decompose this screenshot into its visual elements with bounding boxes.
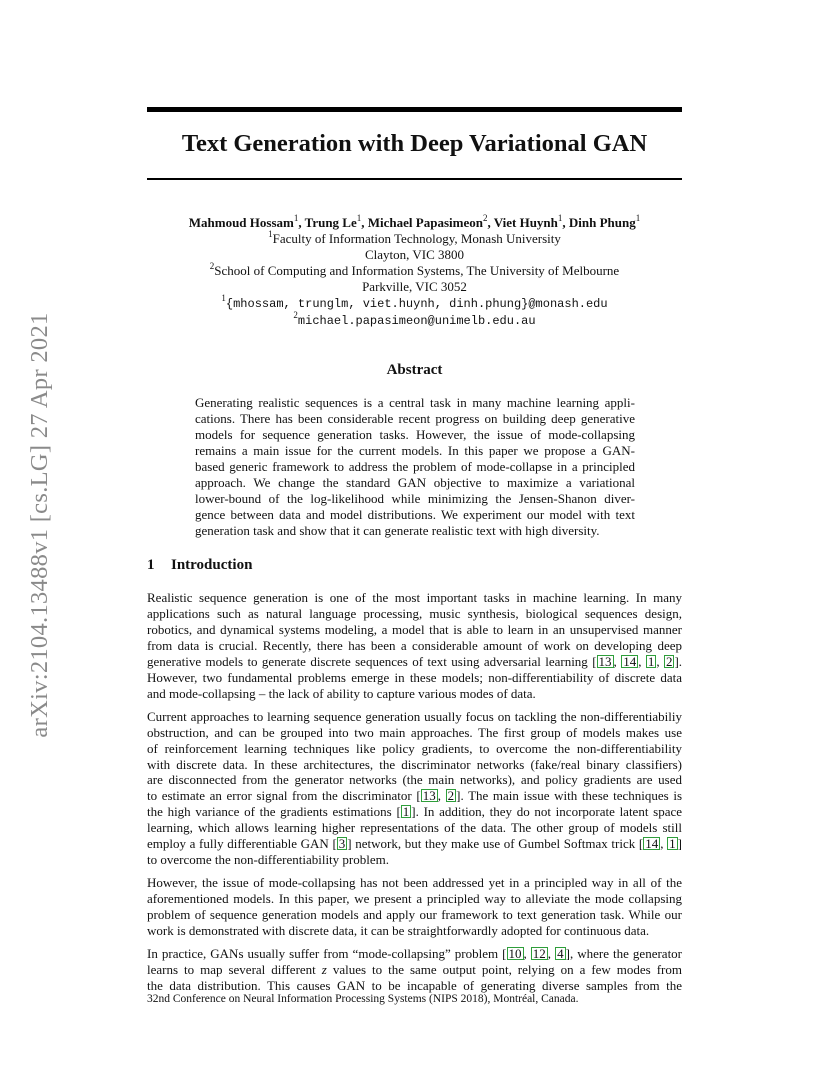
text-line: However, two fundamental problems emerge in these models; non-differentiability of discrete data [147, 669, 682, 685]
author-affiliation-mark: 2 [482, 212, 488, 223]
abstract-line: lower-bound of the log-likelihood while minimizing the Jensen-Shanon diver- [195, 490, 635, 506]
abstract-line: approach. We change the standard GAN objective to maximize a variational [195, 474, 635, 490]
affiliation-2 [147, 260, 682, 279]
text-line: with discrete data. In these architectures, the discriminator networks (fake/real binary classifiers) [147, 756, 682, 772]
abstract-line: cations. There has been considerable recent progress on building deep generative [195, 410, 635, 426]
text-line: In practice, GANs usually suffer from “mode-collapsing” problem [ 10 , 12 , 4 ], where the generator [147, 946, 683, 962]
citation-link[interactable]: 2 [447, 788, 455, 804]
email-2: michael.papasimeon@unimelb.edu.au [297, 314, 536, 328]
abstract-line: based generic framework to address the problem of mode-collapse in a principled [195, 458, 635, 474]
text-segment: to estimate an error signal from the discriminator [147, 788, 412, 804]
author-name: Mahmoud Hossam [188, 215, 294, 230]
text-line: Realistic sequence generation is one of the most important tasks in machine learning. In many [147, 590, 682, 605]
arxiv-identifier-stamp: arXiv:2104.13488v1 [cs.LG] 27 Apr 2021 [26, 312, 53, 738]
citation-link[interactable]: 1 [669, 836, 676, 852]
text-line: to estimate an error signal from the discriminator [ 13 , 2 ]. The main issue with these techniques is [147, 788, 683, 804]
text-line: generative models to generate discrete sequences of text using adversarial learning [ 13 , 14 , 1 , 2 ]. [147, 653, 683, 669]
section-heading-introduction [147, 556, 252, 574]
citation-link[interactable]: 13 [598, 653, 612, 669]
paragraph [147, 590, 682, 702]
paragraph [147, 709, 682, 869]
affiliation-2-name: School of Computing and Information Systems, The University of Melbourne [214, 263, 620, 278]
citation-link[interactable]: 14 [623, 653, 637, 669]
author-names: Mahmoud Hossam$^1$, Trung Le$^1$, Michael Papasimeon$^2$, Viet Huynh$^1$, Dinh Phung$^1$ [188, 212, 641, 230]
title-rule-bottom [147, 178, 682, 180]
citation-link[interactable]: 3 [338, 836, 346, 852]
author-affiliation-mark: 1 [356, 212, 362, 223]
text-segment: In practice, GANs usually suffer from “mode-collapsing” problem [147, 946, 499, 962]
text-segment: generative models to generate discrete sequences of text using adversarial learning [147, 653, 588, 669]
citation-link[interactable]: 14 [645, 836, 659, 852]
affiliation-mark: 1 [221, 292, 226, 303]
author-affiliation-mark: 1 [557, 212, 563, 223]
abstract-line: Generating realistic sequences is a central task in many machine learning appli- [195, 395, 635, 410]
text-line: robotics, and dynamical systems modeling, a model that is able to learn in an unsupervised manner [147, 621, 682, 637]
text-segment: values to the same output point, relying on a few modes from [332, 961, 682, 977]
author-name: Michael Papasimeon [367, 215, 483, 230]
text-line: Current approaches to learning sequence generation usually focus on tackling the non-differentiabiliy [147, 708, 682, 724]
affiliation-mark: 2 [209, 260, 215, 271]
abstract-line: gence between data and model distributions. We experiment our model with text [195, 506, 635, 522]
citation-link[interactable]: 1 [402, 804, 410, 820]
email-line-1 [147, 292, 682, 312]
paragraph [147, 875, 682, 939]
section-title: Introduction [171, 557, 253, 573]
affiliation-2-city: Parkville, VIC 3052 [362, 279, 467, 294]
paragraph [147, 946, 682, 994]
introduction-body [147, 590, 682, 1001]
email-line-2 [147, 309, 682, 329]
text-line: to overcome the non-differentiability problem. [147, 852, 389, 868]
author-name: Trung Le [304, 215, 357, 230]
author-affiliation-mark: 1 [635, 212, 641, 223]
abstract-line: models for sequence generation tasks. However, the issue of mode-collapsing [195, 426, 635, 442]
affiliation-1-name: Faculty of Information Technology, Monash University [272, 231, 561, 246]
text-segment: employ a fully differentiable GAN [147, 836, 329, 852]
affiliation-1 [147, 228, 682, 247]
math-variable-z: z [321, 961, 327, 977]
citation-link[interactable]: 2 [665, 653, 673, 669]
text-line: However, the issue of mode-collapsing has not been addressed yet in a principled way in all of the [147, 875, 682, 891]
text-line: the high variance of the gradients estimations [ 1 ]. In addition, they do not incorporate latent space [147, 804, 682, 820]
affiliation-mark: 2 [293, 309, 298, 320]
text-line: applications such as natural language processing, music synthesis, biological sequences design, [147, 605, 682, 621]
affiliation-1-city: Clayton, VIC 3800 [364, 247, 465, 262]
author-name: Viet Huynh [493, 215, 558, 230]
abstract-line: remains a main issue for the current models. In this paper we propose a GAN- [195, 442, 635, 458]
text-line [147, 962, 682, 978]
text-line: aforementioned models. In this paper, we present a principled way to alleviate the mode collapsing [147, 891, 682, 907]
text-line: are disconnected from the generator networks (the main networks), and policy gradients are used [147, 772, 682, 788]
text-line: employ a fully differentiable GAN [ 3 ] network, but they make use of Gumbel Softmax trick [ 14 , 1 ] [147, 836, 682, 852]
text-segment: , where the generator [569, 946, 683, 962]
text-line: problem of sequence generation models and apply our framework to text generation task. While our [147, 907, 682, 923]
author-affiliation-mark: 1 [293, 212, 299, 223]
text-segment: learns to map several different [147, 961, 316, 977]
text-segment: network, but they make use of Gumbel Softmax trick [355, 836, 636, 852]
citation-link[interactable]: 10 [508, 946, 522, 962]
text-line: the data distribution. This causes GAN to be incapable of generating diverse samples from the [147, 977, 682, 993]
text-line: work is demonstrated with discrete data, it can be straightforwardly adopted for continuous data. [147, 923, 650, 939]
text-line: and mode-collapsing – the lack of ability to capture various modes of data. [147, 685, 536, 701]
author-name: Dinh Phung [568, 215, 636, 230]
text-segment: the high variance of the gradients estimations [147, 804, 392, 820]
citation-link[interactable]: 13 [422, 788, 436, 804]
paper-title: Text Generation with Deep Variational GAN [181, 130, 648, 157]
citation-link[interactable]: 1 [647, 653, 655, 669]
abstract-text [195, 395, 635, 539]
text-segment: . In addition, they do not incorporate latent space [415, 804, 682, 820]
title-rule-top [147, 107, 682, 112]
text-line: of reinforcement learning techniques like policy gradients, to overcome the non-differentiability [147, 740, 682, 756]
email-1: {mhossam, trunglm, viet.huynh, dinh.phung}@monash.edu [225, 297, 608, 311]
text-segment: . The main issue with these techniques is [460, 788, 683, 804]
text-line: learning, which allows learning higher representations of the data. The other group of models still [147, 820, 682, 836]
citation-link[interactable]: 12 [532, 946, 546, 962]
section-number: 1 [147, 557, 155, 573]
text-line: obstruction, and can be grouped into two main approaches. The first group of models makes use [147, 724, 682, 740]
author-block [147, 212, 682, 329]
abstract-heading: Abstract [386, 362, 443, 378]
abstract-line: generation task and show that it can generate realistic text with high diversity. [195, 522, 600, 538]
citation-link[interactable]: 4 [557, 946, 564, 962]
affiliation-mark: 1 [268, 228, 273, 239]
text-line: from data is crucial. Recently, there has been a considerable amount of work on developing deep [147, 637, 682, 653]
conference-footer: 32nd Conference on Neural Information Processing Systems (NIPS 2018), Montréal, Canada. [147, 993, 579, 1005]
